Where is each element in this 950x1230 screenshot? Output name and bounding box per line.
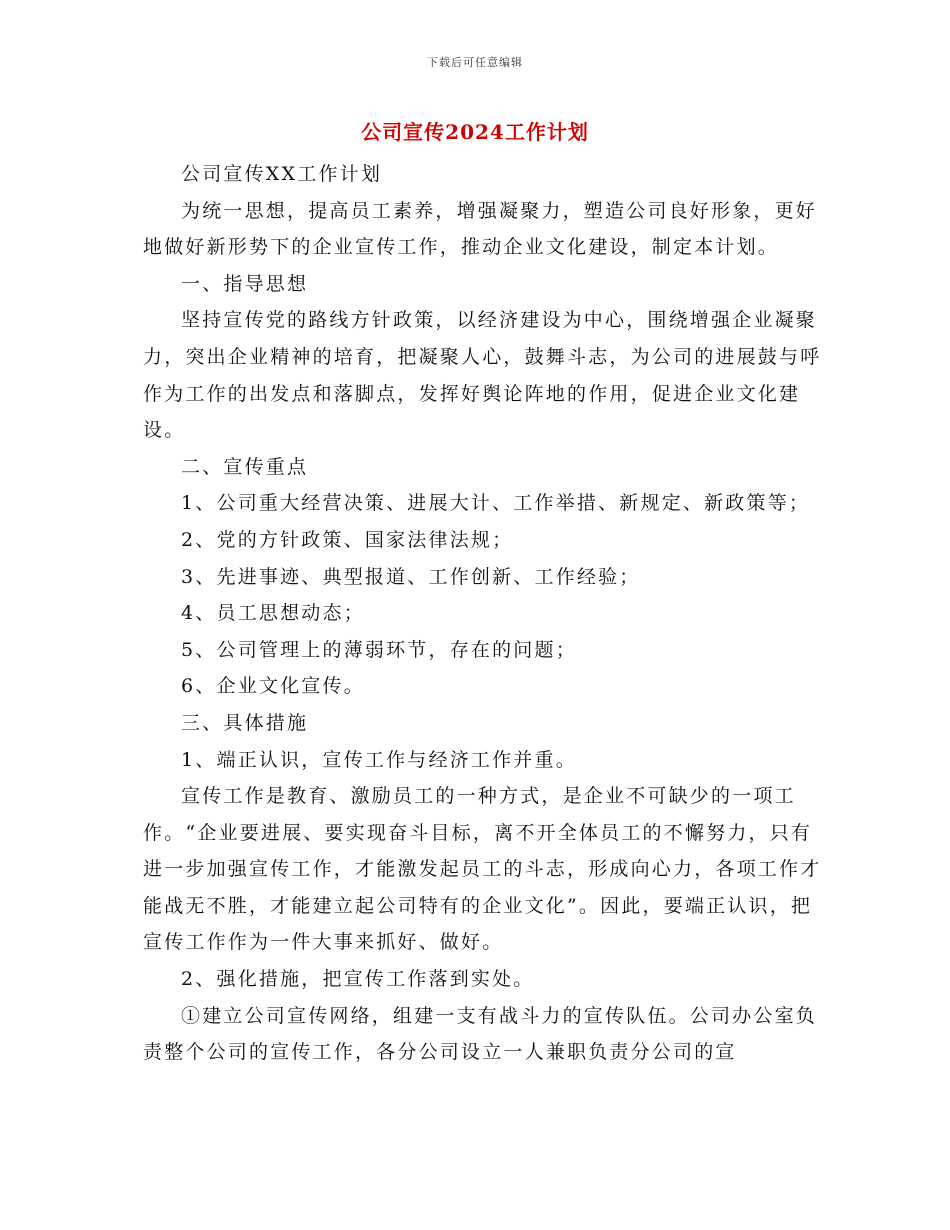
header-note: 下载后可任意编辑 — [427, 56, 523, 69]
focus-item-4: 4、员工思想动态； — [181, 602, 365, 625]
focus-item-3: 3、先进事迹、典型报道、工作创新、工作经验； — [181, 565, 641, 588]
measure-2-heading: 2、强化措施，把宣传工作落到实处。 — [181, 968, 535, 991]
focus-item-2: 2、党的方针政策、国家法律法规； — [181, 528, 514, 551]
section-heading-measures: 三、具体措施 — [181, 711, 309, 734]
focus-item-1: 1、公司重大经营决策、进展大计、工作举措、新规定、新政策等； — [181, 492, 811, 515]
document-body — [143, 156, 823, 1071]
measure-1-heading: 1、端正认识，宣传工作与经济工作并重。 — [181, 748, 577, 771]
guiding-ideology-paragraph: 坚持宣传党的路线方针政策，以经济建设为中心，围绕增强企业凝聚力，突出企业精神的培育，把凝聚人心，鼓舞斗志，为公司的进展鼓与呼作为工作的出发点和落脚点，发挥好舆论阵地的作用，促进企业文化建设。 — [143, 309, 822, 442]
measure-1-paragraph: 宣传工作是教育、激励员工的一种方式，是企业不可缺少的一项工作。“企业要进展、要实现奋斗目标，离不开全体员工的不懈努力，只有进一步加强宣传工作，才能激发起员工的斗志，形成向心力，各项工作才能战无不胜，才能建立起公司特有的企业文化”。因此，要端正认识，把宣传工作作为一件大事来抓好、做好。 — [143, 785, 822, 954]
section-heading-guiding-ideology: 一、指导思想 — [181, 272, 309, 295]
measure-2-paragraph: ①建立公司宣传网络，组建一支有战斗力的宣传队伍。公司办公室负责整个公司的宣传工作，各分公司设立一人兼职负责分公司的宣 — [143, 1004, 818, 1064]
subtitle-line: 公司宣传XX工作计划 — [181, 163, 383, 185]
focus-item-5: 5、公司管理上的薄弱环节，存在的问题； — [181, 638, 577, 661]
section-heading-publicity-focus: 二、宣传重点 — [181, 455, 309, 478]
focus-item-6: 6、企业文化宣传。 — [181, 675, 365, 698]
intro-paragraph: 为统一思想，提高员工素养，增强凝聚力，塑造公司良好形象，更好地做好新形势下的企业宣传工作，推动企业文化建设，制定本计划。 — [143, 199, 818, 259]
document-title: 公司宣传2024工作计划 — [361, 120, 589, 144]
